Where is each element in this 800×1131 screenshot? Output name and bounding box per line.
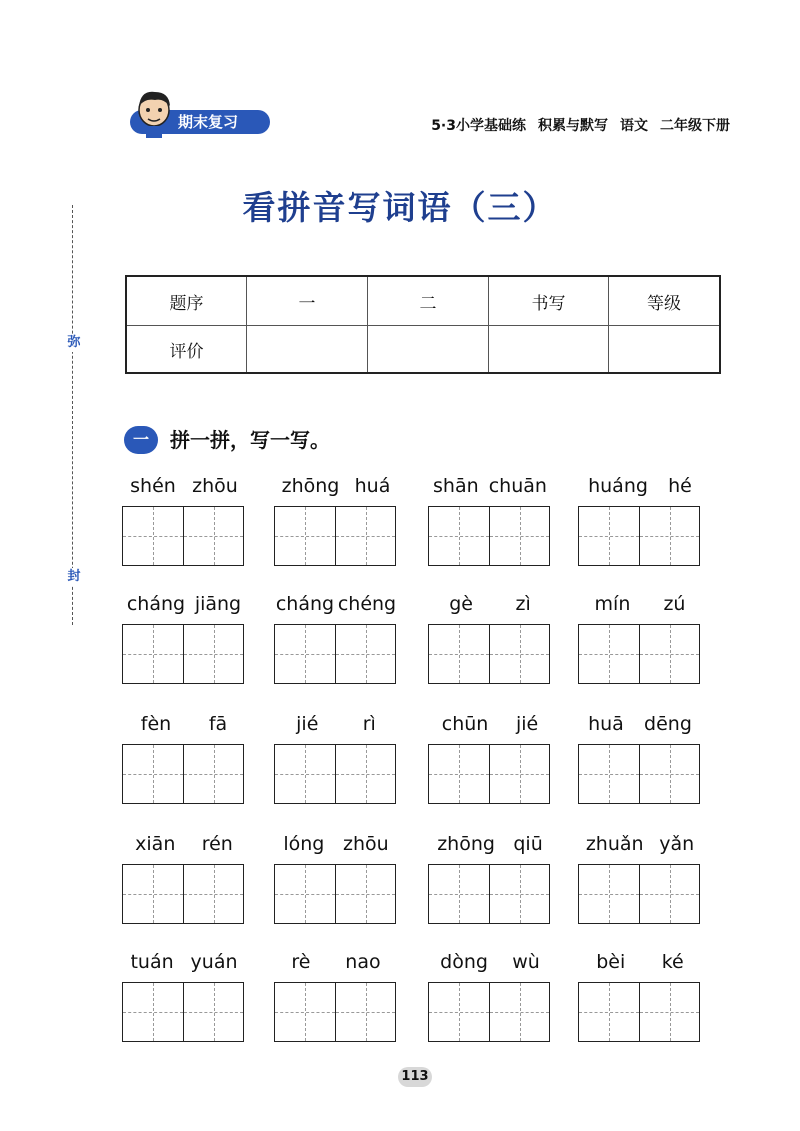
character-box[interactable] [429, 983, 489, 1041]
guide-line-horizontal [184, 1012, 243, 1013]
character-box[interactable] [183, 745, 243, 803]
pinyin-line [578, 830, 702, 858]
page-number: 113 [398, 1067, 432, 1087]
character-box[interactable] [489, 625, 549, 683]
pinyin-syllable: zhōu [192, 475, 238, 497]
pinyin-line [274, 590, 398, 618]
writing-grid [578, 624, 700, 684]
character-box[interactable] [183, 625, 243, 683]
pinyin-syllable: cháng [126, 593, 186, 615]
guide-line-horizontal [579, 774, 639, 775]
pinyin-syllable: shān [433, 475, 479, 497]
pinyin-line [122, 472, 246, 500]
pinyin-syllable: bèi [596, 951, 626, 973]
guide-line-horizontal [490, 536, 549, 537]
page-title: 看拼音写词语（三） [242, 188, 558, 227]
pinyin-line [274, 472, 398, 500]
pinyin-syllable: fèn [140, 713, 172, 735]
character-box[interactable] [429, 745, 489, 803]
character-box[interactable] [489, 745, 549, 803]
guide-line-horizontal [490, 774, 549, 775]
guide-line-horizontal [275, 654, 335, 655]
guide-line-horizontal [123, 654, 183, 655]
eval-score-cell[interactable] [368, 326, 489, 372]
guide-line-horizontal [123, 1012, 183, 1013]
character-box[interactable] [275, 983, 335, 1041]
writing-grid [122, 744, 244, 804]
boy-mascot-icon [133, 88, 175, 138]
badge-label: 期末复习 [178, 113, 239, 131]
guide-line-horizontal [336, 774, 395, 775]
seal-label-1: 弥 [67, 335, 81, 350]
book-subtitle: 积累与默写 [538, 118, 608, 134]
seal-label-2: 封 [67, 569, 81, 584]
pinyin-syllable: gè [449, 593, 473, 615]
guide-line-horizontal [275, 894, 335, 895]
character-box[interactable] [183, 865, 243, 923]
guide-line-horizontal [275, 536, 335, 537]
guide-line-horizontal [640, 654, 699, 655]
writing-grid [428, 506, 550, 566]
pinyin-line [578, 472, 702, 500]
pinyin-syllable: zhōng [437, 833, 495, 855]
character-box[interactable] [579, 983, 639, 1041]
pinyin-line [428, 472, 552, 500]
guide-line-horizontal [429, 1012, 489, 1013]
character-box[interactable] [123, 625, 183, 683]
character-box[interactable] [579, 745, 639, 803]
pinyin-syllable: yuán [190, 951, 238, 973]
character-box[interactable] [489, 507, 549, 565]
pinyin-syllable: jiāng [194, 593, 242, 615]
pinyin-syllable: dēng [644, 713, 692, 735]
character-box[interactable] [489, 865, 549, 923]
pinyin-syllable: rè [291, 951, 311, 973]
character-box[interactable] [639, 983, 699, 1041]
eval-header-cell: 书写 [489, 277, 609, 326]
writing-grid [122, 982, 244, 1042]
writing-grid [428, 982, 550, 1042]
character-box[interactable] [335, 507, 395, 565]
pinyin-syllable: cháng [275, 593, 335, 615]
pinyin-syllable: tuán [130, 951, 174, 973]
guide-line-horizontal [429, 536, 489, 537]
character-box[interactable] [335, 865, 395, 923]
guide-line-horizontal [490, 1012, 549, 1013]
book-subject: 语文 [620, 118, 648, 134]
character-box[interactable] [489, 983, 549, 1041]
guide-line-horizontal [429, 774, 489, 775]
pinyin-syllable: zhōu [342, 833, 389, 855]
pinyin-line [578, 590, 702, 618]
pinyin-syllable: rì [362, 713, 376, 735]
guide-line-horizontal [336, 536, 395, 537]
character-box[interactable] [123, 507, 183, 565]
writing-grid [274, 624, 396, 684]
guide-line-horizontal [336, 654, 395, 655]
pinyin-syllable: nao [345, 951, 381, 973]
section-title: 拼一拼，写一写。 [170, 428, 330, 452]
character-box[interactable] [275, 625, 335, 683]
guide-line-horizontal [184, 654, 243, 655]
pinyin-syllable: zì [515, 593, 531, 615]
eval-row-label: 评价 [127, 326, 247, 372]
pinyin-syllable: zú [663, 593, 686, 615]
character-box[interactable] [639, 745, 699, 803]
seal-cut-line [72, 205, 73, 625]
character-box[interactable] [639, 865, 699, 923]
guide-line-horizontal [336, 894, 395, 895]
character-box[interactable] [335, 625, 395, 683]
character-box[interactable] [275, 507, 335, 565]
character-box[interactable] [335, 745, 395, 803]
book-series: 5·3小学基础练 [431, 118, 526, 134]
pinyin-line [122, 710, 246, 738]
pinyin-syllable: fā [208, 713, 228, 735]
writing-grid [578, 744, 700, 804]
guide-line-horizontal [429, 894, 489, 895]
eval-header-cell: 一 [247, 277, 368, 326]
writing-grid [578, 506, 700, 566]
character-box[interactable] [429, 507, 489, 565]
pinyin-syllable: hé [668, 475, 692, 497]
eval-score-cell[interactable] [489, 326, 609, 372]
pinyin-line [122, 830, 246, 858]
pinyin-line [122, 590, 246, 618]
guide-line-horizontal [579, 536, 639, 537]
pinyin-syllable: rén [201, 833, 233, 855]
pinyin-line [274, 948, 398, 976]
pinyin-syllable: huā [588, 713, 624, 735]
writing-grid [274, 744, 396, 804]
guide-line-horizontal [123, 536, 183, 537]
guide-line-horizontal [490, 654, 549, 655]
character-box[interactable] [579, 625, 639, 683]
writing-grid [122, 506, 244, 566]
character-box[interactable] [123, 865, 183, 923]
writing-grid [274, 982, 396, 1042]
pinyin-syllable: ké [661, 951, 684, 973]
character-box[interactable] [275, 865, 335, 923]
eval-header-cell: 二 [368, 277, 489, 326]
character-box[interactable] [123, 983, 183, 1041]
guide-line-horizontal [640, 894, 699, 895]
pinyin-line [428, 830, 552, 858]
writing-grid [428, 864, 550, 924]
writing-grid [274, 864, 396, 924]
character-box[interactable] [579, 507, 639, 565]
guide-line-horizontal [640, 536, 699, 537]
guide-line-horizontal [275, 774, 335, 775]
pinyin-line [274, 710, 398, 738]
pinyin-syllable: chuān [488, 475, 547, 497]
character-box[interactable] [579, 865, 639, 923]
character-box[interactable] [639, 625, 699, 683]
pinyin-line [274, 830, 398, 858]
pinyin-line [428, 590, 552, 618]
pinyin-syllable: huáng [588, 475, 648, 497]
guide-line-horizontal [336, 1012, 395, 1013]
pinyin-syllable: xiān [135, 833, 176, 855]
guide-line-horizontal [640, 1012, 699, 1013]
pinyin-syllable: yǎn [659, 833, 695, 855]
pinyin-syllable: chūn [441, 713, 489, 735]
writing-grid [428, 624, 550, 684]
pinyin-syllable: shén [130, 475, 176, 497]
character-box[interactable] [183, 983, 243, 1041]
guide-line-horizontal [123, 894, 183, 895]
guide-line-horizontal [184, 894, 243, 895]
character-box[interactable] [429, 625, 489, 683]
guide-line-horizontal [579, 654, 639, 655]
pinyin-syllable: dòng [440, 951, 488, 973]
pinyin-line [578, 948, 702, 976]
section-number-badge: 一 [124, 426, 158, 454]
eval-header-cell: 题序 [127, 277, 247, 326]
character-box[interactable] [275, 745, 335, 803]
guide-line-horizontal [184, 536, 243, 537]
pinyin-syllable: jié [296, 713, 319, 735]
writing-grid [274, 506, 396, 566]
writing-grid [122, 864, 244, 924]
guide-line-horizontal [123, 774, 183, 775]
evaluation-table [125, 275, 721, 374]
eval-score-cell[interactable] [609, 326, 719, 372]
character-box[interactable] [183, 507, 243, 565]
writing-grid [578, 982, 700, 1042]
writing-grid [578, 864, 700, 924]
guide-line-horizontal [275, 1012, 335, 1013]
guide-line-horizontal [579, 1012, 639, 1013]
pinyin-syllable: mín [594, 593, 631, 615]
guide-line-horizontal [490, 894, 549, 895]
guide-line-horizontal [184, 774, 243, 775]
pinyin-line [428, 710, 552, 738]
book-grade: 二年级下册 [660, 118, 730, 134]
pinyin-line [122, 948, 246, 976]
pinyin-syllable: qiū [513, 833, 543, 855]
guide-line-horizontal [579, 894, 639, 895]
character-box[interactable] [335, 983, 395, 1041]
pinyin-syllable: chéng [337, 593, 397, 615]
eval-header-cell: 等级 [609, 277, 719, 326]
guide-line-horizontal [429, 654, 489, 655]
character-box[interactable] [429, 865, 489, 923]
writing-grid [122, 624, 244, 684]
eval-score-cell[interactable] [247, 326, 368, 372]
pinyin-syllable: wù [512, 951, 540, 973]
character-box[interactable] [123, 745, 183, 803]
pinyin-syllable: zhōng [281, 475, 340, 497]
guide-line-horizontal [640, 774, 699, 775]
pinyin-syllable: lóng [283, 833, 325, 855]
writing-grid [428, 744, 550, 804]
book-header [380, 115, 730, 137]
pinyin-syllable: huá [354, 475, 391, 497]
pinyin-syllable: jié [515, 713, 539, 735]
character-box[interactable] [639, 507, 699, 565]
pinyin-syllable: zhuǎn [585, 833, 644, 855]
pinyin-line [578, 710, 702, 738]
pinyin-line [428, 948, 552, 976]
